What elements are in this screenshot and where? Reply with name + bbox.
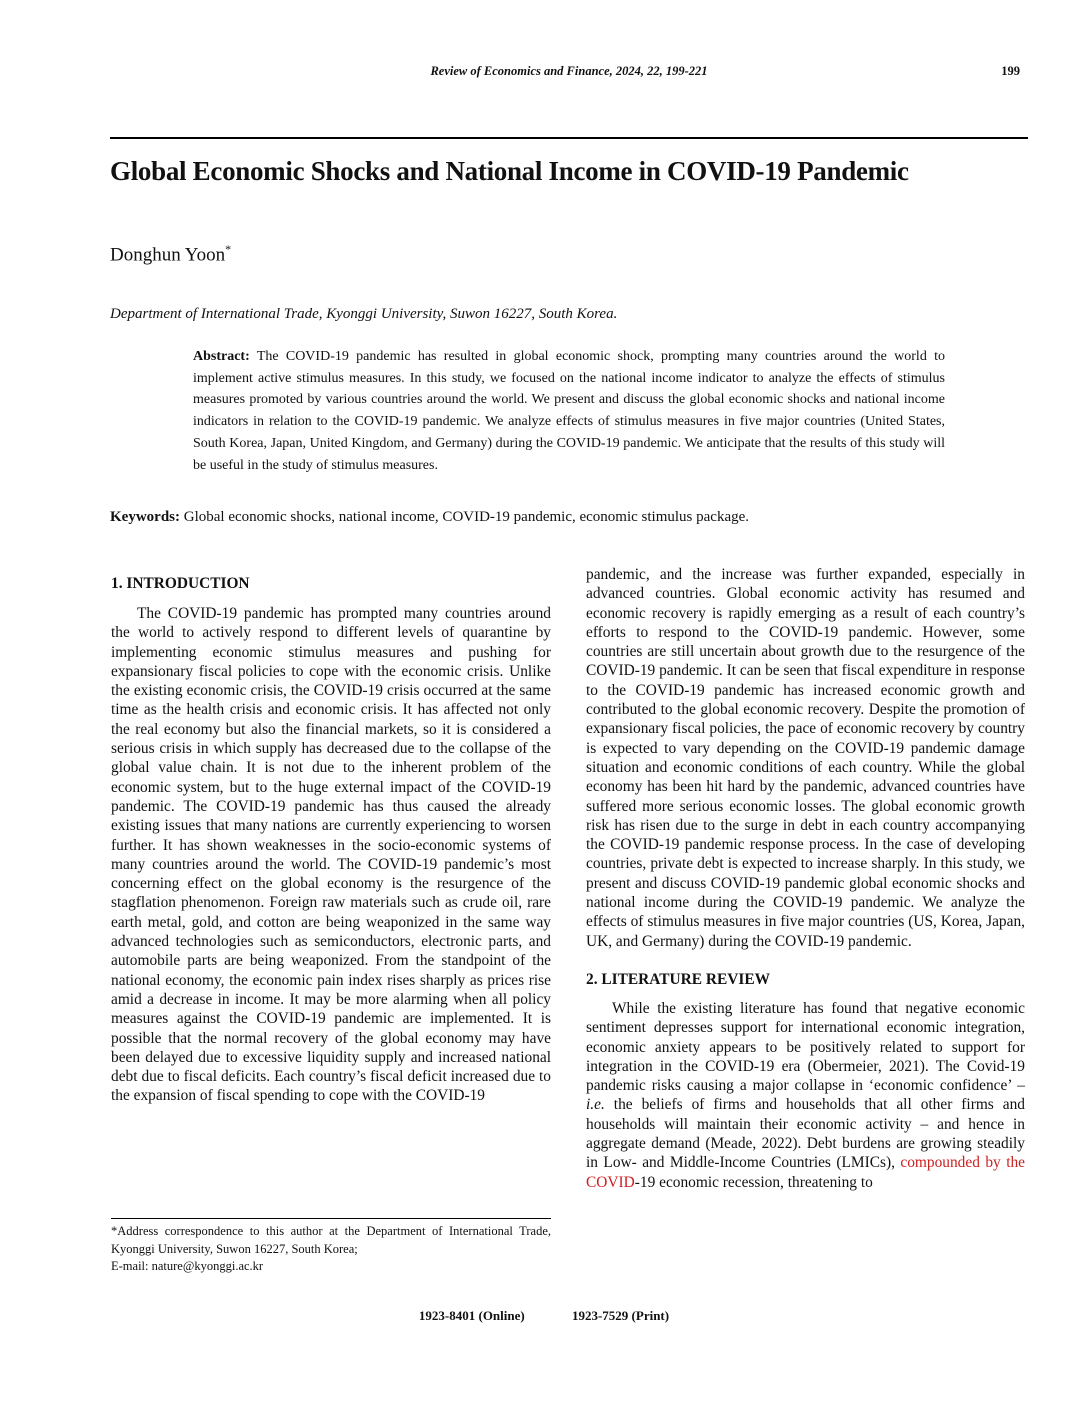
running-head — [110, 64, 1028, 84]
keywords-label: Keywords: — [110, 509, 180, 525]
footnote-email: E-mail: nature@kyonggi.ac.kr — [111, 1259, 264, 1273]
lit-text-part1: While the existing literature has found that negative economic sentiment depresses support for international economic integration, economic anxiety appears to be positively related to support for integration in the COVID-19 era (Obermeier, 2021). The Covid-19 pandemic risks causing a major collapse in ‘economic confidence’ – — [586, 999, 1025, 1095]
issn-print: 1923-7529 (Print) — [571, 1308, 670, 1323]
author-footnote-mark: * — [225, 242, 232, 256]
section-heading-introduction: 1. INTRODUCTION — [111, 575, 250, 592]
lit-ie: i.e. — [586, 1096, 605, 1114]
keywords-text: Global economic shocks, national income, COVID-19 pandemic, economic stimulus package. — [183, 509, 750, 525]
affiliation: Department of International Trade, Kyonggi University, Suwon 16227, South Korea. — [110, 306, 618, 322]
introduction-continued-paragraph: pandemic, and the increase was further expanded, especially in advanced countries. Global economic activity has resumed and economic recovery is rapidly emerging as a result of each country’s efforts to respond to the COVID-19 pandemic. However, some countries are still uncertain about growth due to the resurgence of the COVID-19 pandemic. It can be seen that fiscal expenditure in response to the COVID-19 pandemic has increased economic growth and contributed to the global economic recovery. Despite the promotion of expansionary fiscal policies, the pace of economic recovery by country is expected to vary depending on the COVID-19 pandemic damage situation and economic conditions of each country. While the global economy has been hit hard by the pandemic, advanced countries have suffered more serious economic losses. The global economic growth risk has risen due to the surge in debt in each country accompanying the COVID-19 pandemic response process. In the case of developing countries, private debt is expected to increase sharply. In this study, we present and discuss COVID-19 pandemic global economic shocks and national income during the COVID-19 pandemic. We analyze the effects of stimulus measures in five major countries (US, Korea, Japan, UK, and Germany) during the COVID-19 pandemic. — [586, 566, 1025, 950]
keywords — [110, 507, 1028, 527]
abstract-label: Abstract: — [193, 349, 250, 364]
left-column — [111, 574, 551, 1106]
literature-review-paragraph — [586, 999, 1025, 1192]
footnote — [111, 1223, 551, 1276]
section-heading-literature-review: 2. LITERATURE REVIEW — [586, 970, 771, 988]
right-column — [586, 565, 1025, 1192]
abstract-text: The COVID-19 pandemic has resulted in global economic shock, prompting many countries around the world to implement active stimulus measures. In this study, we focused on the national income indicator to analyze the effects of stimulus measures promoted by various countries around the world. We present and discuss the global economic shocks and national income indicators in relation to the COVID-19 pandemic. We analyze effects of stimulus measures in five major countries (United States, South Korea, Japan, United Kingdom, and Germany) during the COVID-19 pandemic. We anticipate that the results of this study will be useful in the study of stimulus measures. — [193, 349, 945, 473]
lit-text-part2: the beliefs of firms and households that all other firms and households will maintain their economic activity – and hence in aggregate demand (Meade, 2022). Debt burdens are growing steadily in Low- and Middle-Income Countries (LMICs), — [586, 1096, 1025, 1172]
issn-footer — [0, 1308, 1088, 1324]
citation-link[interactable]: compounded by the COVID — [586, 1154, 1026, 1191]
journal-citation: Review of Economics and Finance, 2024, 22, 199-221 — [430, 64, 708, 78]
author — [110, 237, 231, 267]
header-rule — [110, 137, 1028, 139]
footnote-address: *Address correspondence to this author at the Department of International Trade, Kyonggi University, Suwon 16227, South Korea; — [111, 1224, 551, 1256]
issn-online: 1923-8401 (Online) — [418, 1308, 525, 1323]
lit-text-part3: -19 economic recession, threatening to — [634, 1173, 873, 1191]
page-number: 199 — [1001, 64, 1020, 78]
paper-title: Global Economic Shocks and National Income in COVID-19 Pandemic — [110, 156, 909, 186]
introduction-paragraph: The COVID-19 pandemic has prompted many countries around the world to actively respond to different levels of quarantine by implementing economic stimulus measures and pushing for expansionary fiscal policies to cope with the economic crisis. Unlike the existing economic crisis, the COVID-19 crisis occurred at the same time as the health crisis and economic crisis. It has affected not only the real economy but also the financial markets, so it is considered a serious crisis in which supply has decreased due to the collapse of the global value chain. It is not due to the inherent problem of the economic system, but to the huge external impact of the COVID-19 pandemic. The COVID-19 pandemic has thus caused the already existing issues that many nations are currently experiencing to worsen further. It has shown weaknesses in the socio-economic systems of many countries around the world. The COVID-19 pandemic’s most concerning effect on the global economy is the resurgence of the stagflation phenomenon. Foreign raw materials such as crude oil, rare earth metal, gold, and cotton are being weaponized in the same way advanced technologies such as semiconductors, electronic parts, and automobile parts are being weaponized. From the standpoint of the national economy, the economic pain index rises sharply as prices rise amid a decrease in income. It may be more alarming when all policy measures against the COVID-19 pandemic are implemented. It is possible that the normal recovery of the global economy may have been delayed due to excessive liquidity supply and increased national debt due to fiscal deficits. Each country’s fiscal deficit increased due to the expansion of fiscal spending to cope with the COVID-19 — [111, 605, 551, 1105]
footnote-rule — [111, 1218, 551, 1219]
abstract — [193, 346, 945, 476]
author-name: Donghun Yoon — [110, 244, 226, 266]
